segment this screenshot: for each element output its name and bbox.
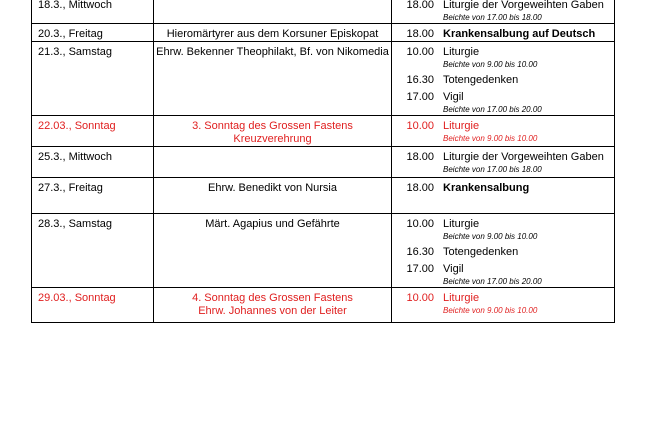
feast-title bbox=[154, 178, 392, 214]
confession-note: Beichte von 17.00 bis 20.00 bbox=[443, 277, 542, 286]
service-name: Krankensalbung bbox=[443, 182, 530, 194]
service-entry bbox=[392, 164, 614, 175]
service-entry bbox=[392, 133, 614, 144]
confession-note: Beichte von 17.00 bis 20.00 bbox=[443, 105, 542, 114]
service-name: Vigil bbox=[443, 263, 464, 275]
feast-title-line: Ehrw. Benedikt von Nursia bbox=[207, 182, 337, 194]
confession-note: Beichte von 9.00 bis 10.00 bbox=[443, 306, 538, 315]
service-time bbox=[392, 104, 440, 115]
service-entry bbox=[392, 24, 614, 41]
schedule-date: 27.3., Freitag bbox=[32, 178, 154, 214]
feast-title-line: Kreuzverehrung bbox=[233, 133, 312, 145]
service-entry bbox=[392, 59, 614, 70]
service-time: 10.00 bbox=[406, 120, 434, 132]
service-entry bbox=[392, 231, 614, 242]
feast-title bbox=[154, 24, 392, 42]
service-entry bbox=[392, 74, 614, 87]
feast-title-line: Ehrw. Johannes von der Leiter bbox=[198, 305, 347, 317]
service-time bbox=[392, 164, 440, 175]
service-entry bbox=[392, 0, 614, 12]
feast-title-line: Märt. Agapius und Gefährte bbox=[205, 218, 340, 230]
service-name: Totengedenken bbox=[443, 246, 519, 258]
feast-title bbox=[154, 147, 392, 178]
service-name: Liturgie bbox=[443, 292, 480, 304]
schedule-row bbox=[32, 178, 615, 214]
feast-title-line: 3. Sonntag des Grossen Fastens bbox=[192, 120, 353, 132]
service-list bbox=[392, 116, 615, 147]
feast-title-line: 4. Sonntag des Grossen Fastens bbox=[192, 292, 353, 304]
service-entry bbox=[392, 104, 614, 115]
feast-title-line: Hieromärtyrer aus dem Korsuner Episkopat bbox=[166, 28, 379, 40]
service-name: Liturgie der Vorgeweihten Gaben bbox=[443, 0, 604, 11]
service-entry bbox=[392, 288, 614, 305]
service-time: 10.00 bbox=[406, 292, 434, 304]
service-name: Liturgie bbox=[443, 46, 480, 58]
confession-note: Beichte von 17.00 bis 18.00 bbox=[443, 165, 542, 174]
schedule-body bbox=[32, 0, 615, 323]
confession-note: Beichte von 9.00 bis 10.00 bbox=[443, 60, 538, 69]
service-list bbox=[392, 0, 615, 24]
schedule-date: 18.3., Mittwoch bbox=[32, 0, 154, 24]
service-entry bbox=[392, 12, 614, 23]
service-entry bbox=[392, 276, 614, 287]
service-entry bbox=[392, 178, 614, 195]
schedule-date: 22.03., Sonntag bbox=[32, 116, 154, 147]
service-time bbox=[392, 12, 440, 23]
service-time bbox=[392, 276, 440, 287]
feast-title bbox=[154, 42, 392, 116]
service-time: 10.00 bbox=[406, 218, 434, 230]
confession-note: Beichte von 9.00 bis 10.00 bbox=[443, 134, 538, 143]
feast-title bbox=[154, 0, 392, 24]
service-name: Liturgie bbox=[443, 120, 480, 132]
confession-note: Beichte von 17.00 bis 18.00 bbox=[443, 13, 542, 22]
feast-title bbox=[154, 288, 392, 323]
service-entry bbox=[392, 246, 614, 259]
service-name: Totengedenken bbox=[443, 74, 519, 86]
schedule-date: 28.3., Samstag bbox=[32, 214, 154, 288]
schedule-date: 29.03., Sonntag bbox=[32, 288, 154, 323]
service-time: 18.00 bbox=[406, 151, 434, 163]
service-time bbox=[392, 59, 440, 70]
service-time: 18.00 bbox=[406, 0, 434, 11]
service-entry bbox=[392, 214, 614, 231]
service-entry bbox=[392, 91, 614, 104]
service-time: 16.30 bbox=[406, 246, 434, 258]
schedule-row bbox=[32, 147, 615, 178]
schedule-date: 25.3., Mittwoch bbox=[32, 147, 154, 178]
service-entry bbox=[392, 305, 614, 316]
service-time: 17.00 bbox=[406, 91, 434, 103]
service-entry bbox=[392, 263, 614, 276]
schedule-row bbox=[32, 42, 615, 116]
schedule-date: 21.3., Samstag bbox=[32, 42, 154, 116]
service-time bbox=[392, 305, 440, 316]
schedule-row bbox=[32, 116, 615, 147]
service-list bbox=[392, 178, 615, 214]
service-entry bbox=[392, 147, 614, 164]
confession-note: Beichte von 9.00 bis 10.00 bbox=[443, 232, 538, 241]
service-list bbox=[392, 42, 615, 116]
service-entry bbox=[392, 116, 614, 133]
service-name: Vigil bbox=[443, 91, 464, 103]
service-name: Krankensalbung auf Deutsch bbox=[443, 28, 596, 40]
service-schedule-table bbox=[31, 0, 615, 323]
schedule-row bbox=[32, 0, 615, 24]
service-name: Liturgie der Vorgeweihten Gaben bbox=[443, 151, 604, 163]
service-list bbox=[392, 24, 615, 42]
schedule-date: 20.3., Freitag bbox=[32, 24, 154, 42]
service-time bbox=[392, 133, 440, 144]
service-time: 18.00 bbox=[406, 182, 434, 194]
service-time: 17.00 bbox=[406, 263, 434, 275]
service-time: 18.00 bbox=[406, 28, 434, 40]
schedule-row bbox=[32, 214, 615, 288]
feast-title bbox=[154, 116, 392, 147]
schedule-row bbox=[32, 24, 615, 42]
feast-title-line: Ehrw. Bekenner Theophilakt, Bf. von Nikomedia bbox=[156, 46, 389, 58]
service-list bbox=[392, 147, 615, 178]
service-list bbox=[392, 288, 615, 323]
feast-title bbox=[154, 214, 392, 288]
service-list bbox=[392, 214, 615, 288]
service-time: 10.00 bbox=[406, 46, 434, 58]
service-time bbox=[392, 231, 440, 242]
service-entry bbox=[392, 42, 614, 59]
service-name: Liturgie bbox=[443, 218, 480, 230]
service-time: 16.30 bbox=[406, 74, 434, 86]
schedule-row bbox=[32, 288, 615, 323]
